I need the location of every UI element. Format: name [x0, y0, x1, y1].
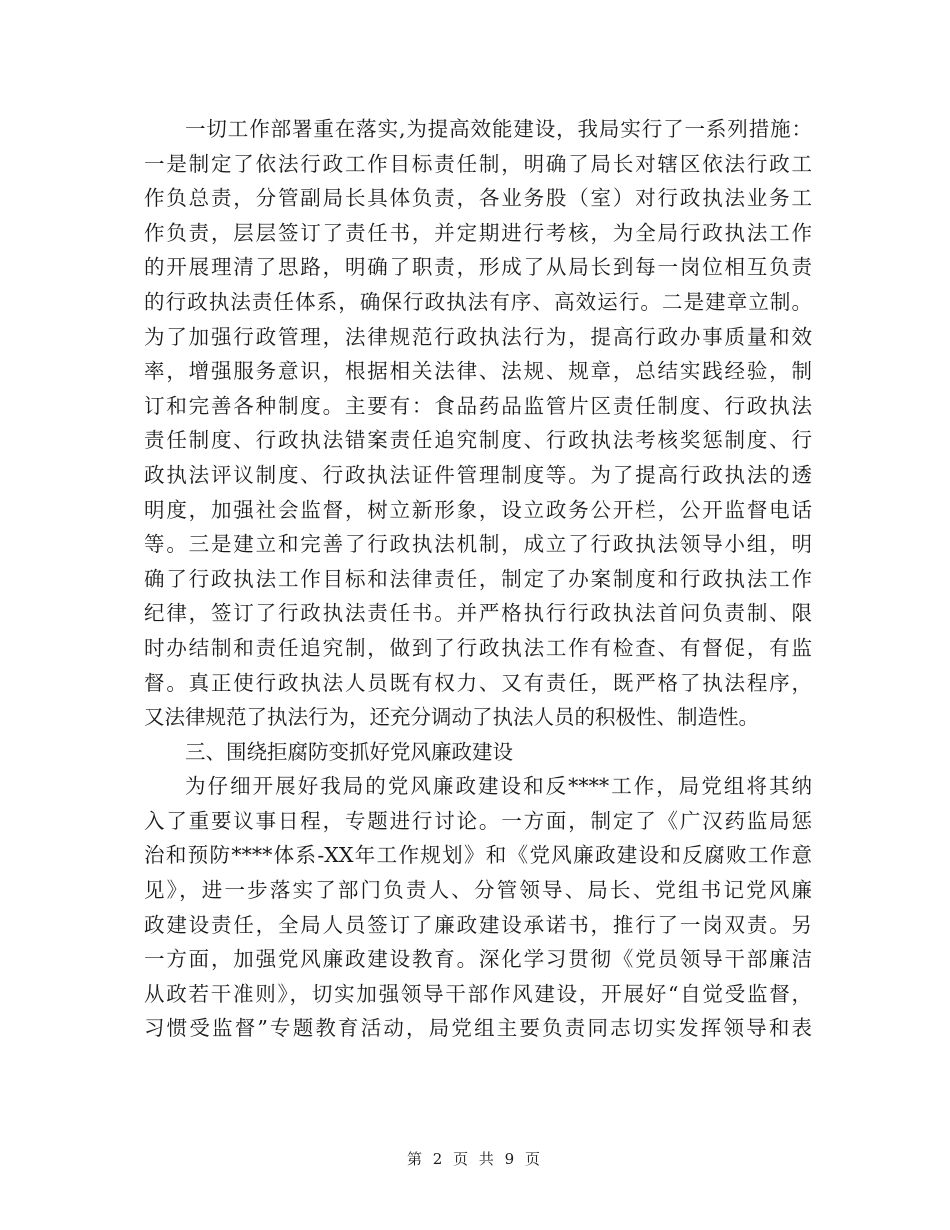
text-line: 等。三是建立和完善了行政执法机制，成立了行政执法领导小组，明	[144, 532, 812, 557]
text-line: 明度，加强社会监督，树立新形象，设立政务公开栏，公开监督电话	[144, 497, 812, 522]
text-line: 时办结制和责任追究制，做到了行政执法工作有检查、有督促，有监	[144, 635, 812, 660]
text-line: 政建设责任，全局人员签订了廉政建设承诺书，推行了一岗双责。另	[144, 912, 812, 937]
text-line: 政执法评议制度、行政执法证件管理制度等。为了提高行政执法的透	[144, 462, 812, 487]
text-line: 又法律规范了执法行为，还充分调动了执法人员的积极性、制造性。	[144, 705, 759, 730]
text-line: 习惯受监督”专题教育活动，局党组主要负责同志切实发挥领导和表	[144, 1016, 812, 1041]
text-line: 为仔细开展好我局的党风廉政建设和反****工作，局党组将其纳	[185, 774, 812, 799]
text-line: 一切工作部署重在落实,为提高效能建设，我局实行了一系列措施：	[185, 117, 812, 141]
text-line: 从政若干准则》，切实加强领导干部作风建设，开展好“自觉受监督，	[144, 981, 812, 1006]
text-line: 一方面，加强党风廉政建设教育。深化学习贯彻《党员领导干部廉洁	[144, 947, 812, 972]
text-line: 一是制定了依法行政工作目标责任制，明确了局长对辖区依法行政工	[144, 151, 812, 176]
text-line: 作负总责，分管副局长具体负责，各业务股（室）对行政执法业务工	[144, 186, 812, 211]
text-line: 为了加强行政管理，法律规范行政执法行为，提高行政办事质量和效	[144, 324, 812, 349]
text-line: 作负责，层层签订了责任书，并定期进行考核，为全局行政执法工作	[144, 220, 812, 245]
text-line: 的行政执法责任体系，确保行政执法有序、高效运行。二是建章立制。	[144, 289, 812, 314]
text-line: 的开展理清了思路，明确了职责，形成了从局长到每一岗位相互负责	[144, 255, 812, 280]
text-line: 纪律，签订了行政执法责任书。并严格执行行政执法首问负责制、限	[144, 601, 812, 626]
paragraph-measures	[144, 112, 812, 735]
text-line: 督。真正使行政执法人员既有权力、又有责任，既严格了执法程序，	[144, 670, 812, 695]
text-line: 见》，进一步落实了部门负责人、分管领导、局长、党组书记党风廉	[144, 878, 812, 903]
section-heading: 三、围绕拒腐防变抓好党风廉政建设	[185, 739, 513, 764]
text-line: 责任制度、行政执法错案责任追究制度、行政执法考核奖惩制度、行	[144, 428, 812, 453]
text-line: 入了重要议事日程，专题进行讨论。一方面，制定了《广汉药监局惩	[144, 808, 812, 833]
text-line: 率，增强服务意识，根据相关法律、法规、规章，总结实践经验，制	[144, 359, 812, 384]
text-line: 订和完善各种制度。主要有：食品药品监管片区责任制度、行政执法	[144, 393, 812, 418]
text-line: 确了行政执法工作目标和法律责任，制定了办案制度和行政执法工作	[144, 566, 812, 591]
text-line: 治和预防****体系-XX年工作规划》和《党风廉政建设和反腐败工作意	[144, 843, 812, 868]
page-number-footer: 第 2 页 共 9 页	[407, 1150, 543, 1168]
paragraph-anticorruption	[144, 769, 812, 1046]
document-body	[144, 112, 812, 1046]
